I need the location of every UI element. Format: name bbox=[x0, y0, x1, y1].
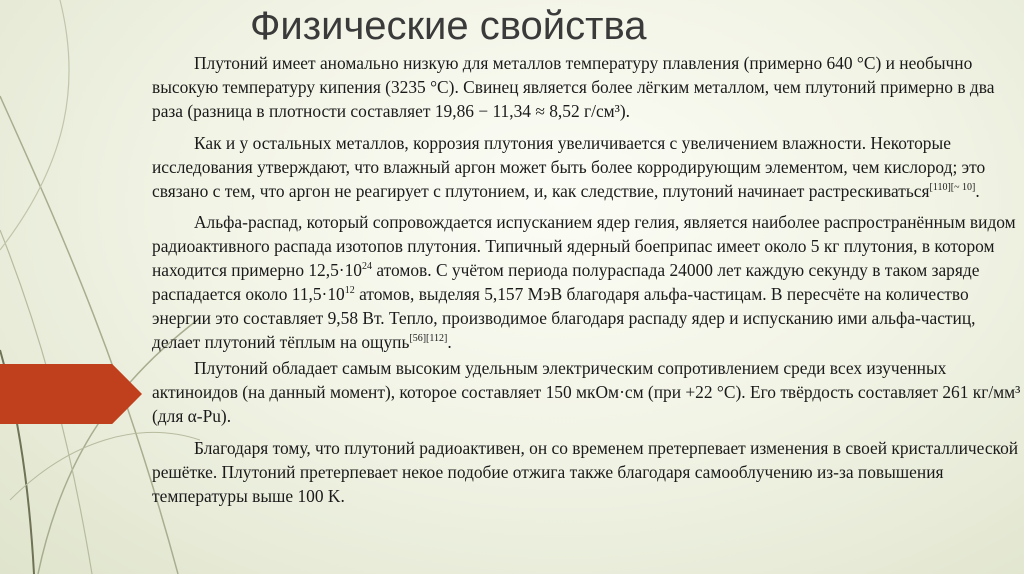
deco-curve-5 bbox=[0, 0, 69, 250]
paragraph-alpha-decay: Альфа-распад, который сопровождается испусканием ядер гелия, является наиболее распространённым видом радиоактивного распада изотопов плутония. Типичный ядерный боеприпас имеет около 5 кг плутония, в котором находится примерно $12,5\cdot 10^{24}$ атомов. С учётом периода полураспада 24000 лет каждую секунду в таком заряде распадается около $11,5\cdot 10^{12}$ атомов, выделяя 5,157 МэВ благодаря альфа-частицам. В пересчёте на количество энергии это составляет 9,58 Вт. Тепло, производимое благодаря распаду ядер и испусканию ими альфа-частиц, делает плутоний тёплым на ощупь[56][112]. bbox=[152, 212, 1016, 352]
paragraph-corrosion: Как и у остальных металлов, коррозия плутония увеличивается с увеличением влажности. Некоторые исследования утверждают, что влажный аргон может быть более корродирующим элементом, чем кислород; это связано с тем, что аргон не реагирует с плутонием, и, как следствие, плутоний начинает растрескиваться[110][~ 10]. bbox=[152, 133, 986, 201]
paragraph-resistivity: Плутоний обладает самым высоким удельным электрическим сопротивлением среди всех изученных актиноидов (на данный момент), которое составляет 150 мкОм·см (при +22 °C). Его твёрдость составляет 261 кг/мм³ (для α-Pu). bbox=[152, 358, 1021, 426]
slide-title: Физические свойства bbox=[250, 4, 647, 48]
paragraph-melting-boiling: Плутоний имеет аномально низкую для металлов температуру плавления (примерно 640 °C) и необычно высокую температуру кипения (3235 °C). Свинец является более лёгким металлом, чем плутоний примерно в два раза (разница в плотности составляет 19,86 − 11,34 ≈ 8,52 г/см³). bbox=[152, 53, 995, 121]
accent-arrow-tab bbox=[0, 364, 142, 424]
slide-body bbox=[152, 51, 1024, 508]
paragraph-self-annealing: Благодаря тому, что плутоний радиоактивен, он со временем претерпевает изменения в своей кристаллической решётке. Плутоний претерпевает некое подобие отжига также благодаря самооблучению из-за повышения температуры выше 100 K. bbox=[152, 438, 1019, 506]
